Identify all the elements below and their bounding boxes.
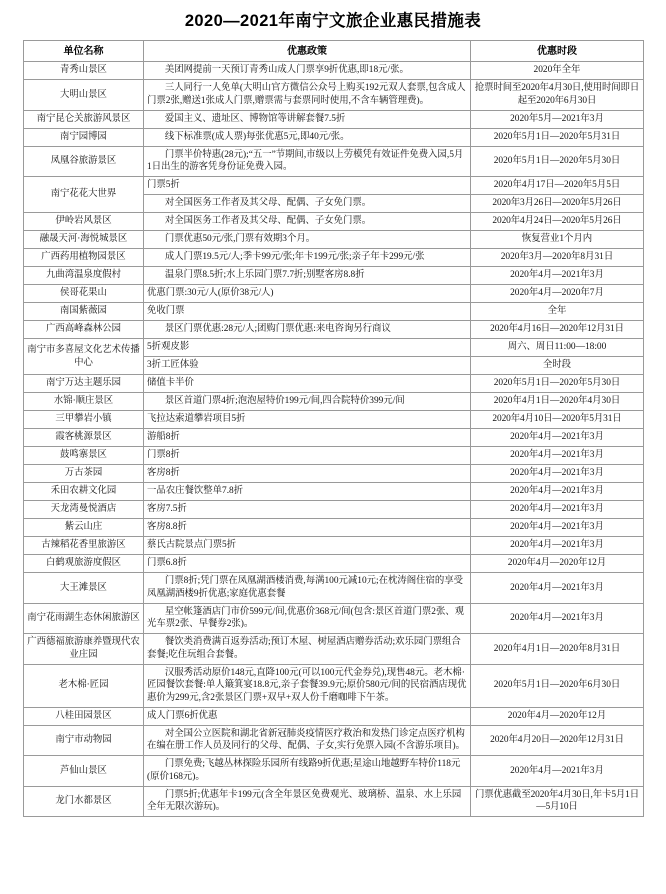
table-row xyxy=(24,231,644,249)
cell-unit-name: 大明山景区 xyxy=(24,80,144,111)
cell-period: 2020年4月—2021年3月 xyxy=(471,501,644,519)
cell-policy: 景区首道门票4折;泡泡屋特价199元/间,四合院特价399元/间 xyxy=(144,393,471,411)
cell-period: 2020年4月—2020年7月 xyxy=(471,285,644,303)
cell-period: 2020年4月—2021年3月 xyxy=(471,537,644,555)
cell-unit-name: 禾田农耕文化园 xyxy=(24,483,144,501)
cell-policy: 门票5折 xyxy=(144,177,471,195)
table-row xyxy=(24,285,644,303)
cell-period: 2020年4月—2020年12月 xyxy=(471,555,644,573)
cell-policy: 对全国医务工作者及其父母、配偶、子女免门票。 xyxy=(144,213,471,231)
table-row xyxy=(24,110,644,128)
table-row xyxy=(24,447,644,465)
cell-unit-name: 紫云山庄 xyxy=(24,519,144,537)
table-row xyxy=(24,707,644,725)
cell-unit-name: 伊岭岩风景区 xyxy=(24,213,144,231)
table-row xyxy=(24,146,644,177)
cell-policy: 门票半价特惠(28元);“五一”节期间,市级以上劳模凭有效证件免费入园,5月1日出生的游客凭身份证免费入园。 xyxy=(144,146,471,177)
table-row xyxy=(24,128,644,146)
cell-policy: 成人门票19.5元/人;季卡99元/张;年卡199元/张;亲子年卡299元/张 xyxy=(144,249,471,267)
cell-policy: 美团网提前一天预订青秀山成人门票享9折优惠,即18元/张。 xyxy=(144,62,471,80)
cell-period: 2020年4月—2021年3月 xyxy=(471,465,644,483)
cell-period: 2020年5月1日—2020年5月30日 xyxy=(471,375,644,393)
cell-unit-name: 老木棉·匠园 xyxy=(24,664,144,707)
cell-unit-name: 南宁花雨湖生态休闲旅游区 xyxy=(24,603,144,634)
cell-policy: 客房7.5折 xyxy=(144,501,471,519)
cell-policy: 飞拉达索道攀岩项目5折 xyxy=(144,411,471,429)
table-row xyxy=(24,321,644,339)
cell-period: 2020年4月20日—2020年12月31日 xyxy=(471,725,644,756)
table-row xyxy=(24,375,644,393)
table-row xyxy=(24,411,644,429)
cell-policy: 蔡氏古院景点门票5折 xyxy=(144,537,471,555)
table-row xyxy=(24,501,644,519)
cell-unit-name: 天龙湾曼悦酒店 xyxy=(24,501,144,519)
cell-unit-name: 大王滩景区 xyxy=(24,573,144,604)
cell-policy: 门票优惠50元/张,门票有效期3个月。 xyxy=(144,231,471,249)
cell-period: 2020年4月—2021年3月 xyxy=(471,447,644,465)
cell-unit-name: 南宁花花大世界 xyxy=(24,177,144,213)
cell-policy: 成人门票6折优惠 xyxy=(144,707,471,725)
cell-policy: 3折工匠体验 xyxy=(144,357,471,375)
cell-unit-name: 广西德福旅游康养暨现代农业庄园 xyxy=(24,634,144,665)
cell-period: 2020年4月17日—2020年5月5日 xyxy=(471,177,644,195)
cell-period: 全年 xyxy=(471,303,644,321)
cell-period: 恢复营业1个月内 xyxy=(471,231,644,249)
table-row xyxy=(24,519,644,537)
cell-policy: 5折观皮影 xyxy=(144,339,471,357)
cell-policy: 三人同行一人免单(大明山官方微信公众号上购买192元双人套票,包含成人门票2张,赠送1张成人门票,赠票需与套票同时使用,不含车辆管理费)。 xyxy=(144,80,471,111)
cell-policy: 对全国医务工作者及其父母、配偶、子女免门票。 xyxy=(144,195,471,213)
cell-period: 2020年5月1日—2020年6月30日 xyxy=(471,664,644,707)
cell-period: 2020年4月1日—2020年4月30日 xyxy=(471,393,644,411)
cell-unit-name: 龙门水都景区 xyxy=(24,786,144,817)
cell-policy: 储值卡半价 xyxy=(144,375,471,393)
cell-unit-name: 霞客桃源景区 xyxy=(24,429,144,447)
cell-policy: 优惠门票:30元/人(原价38元/人) xyxy=(144,285,471,303)
table-row xyxy=(24,80,644,111)
cell-unit-name: 侯哥花果山 xyxy=(24,285,144,303)
cell-period: 2020年5月1日—2020年5月31日 xyxy=(471,128,644,146)
cell-unit-name: 芦仙山景区 xyxy=(24,756,144,787)
table-row xyxy=(24,177,644,195)
cell-policy: 一品农庄餐饮整单7.8折 xyxy=(144,483,471,501)
table-row xyxy=(24,213,644,231)
table-row xyxy=(24,786,644,817)
table-row xyxy=(24,339,644,357)
cell-unit-name: 凤凰谷旅游景区 xyxy=(24,146,144,177)
cell-period: 2020年4月—2020年12月 xyxy=(471,707,644,725)
table-row xyxy=(24,537,644,555)
cell-policy: 对全国公立医院和湖北省新冠肺炎疫情医疗救治和发热门诊定点医疗机构在编在册工作人员及同行的父母、配偶、子女,实行免票入园(不含游乐项目)。 xyxy=(144,725,471,756)
cell-unit-name: 古辣稻花香里旅游区 xyxy=(24,537,144,555)
cell-unit-name: 南宁市多喜屋文化艺术传播中心 xyxy=(24,339,144,375)
cell-policy: 免收门票 xyxy=(144,303,471,321)
cell-period: 2020年4月16日—2020年12月31日 xyxy=(471,321,644,339)
cell-policy: 门票8折 xyxy=(144,447,471,465)
cell-policy: 客房8.8折 xyxy=(144,519,471,537)
cell-unit-name: 鼓鸣寨景区 xyxy=(24,447,144,465)
table-row xyxy=(24,62,644,80)
benefit-measures-table xyxy=(23,40,644,817)
table-row xyxy=(24,429,644,447)
cell-period: 门票优惠截至2020年4月30日,年卡5月1日—5月10日 xyxy=(471,786,644,817)
cell-policy: 温泉门票8.5折;水上乐园门票7.7折;别墅客房8.8折 xyxy=(144,267,471,285)
cell-period: 2020年3月26日—2020年5月26日 xyxy=(471,195,644,213)
cell-unit-name: 广西高峰森林公园 xyxy=(24,321,144,339)
cell-unit-name: 南宁市动物园 xyxy=(24,725,144,756)
cell-period: 2020年全年 xyxy=(471,62,644,80)
cell-unit-name: 八桂田园景区 xyxy=(24,707,144,725)
cell-period: 全时段 xyxy=(471,357,644,375)
cell-policy: 星空帐篷酒店门市价599元/间,优惠价368元/间(包含:景区首道门票2张、观光车票2张、早餐券2张)。 xyxy=(144,603,471,634)
column-header-unit: 单位名称 xyxy=(24,41,144,62)
cell-period: 2020年4月—2021年3月 xyxy=(471,483,644,501)
table-header xyxy=(24,41,644,62)
cell-period: 2020年4月—2021年3月 xyxy=(471,429,644,447)
cell-period: 2020年4月—2021年3月 xyxy=(471,573,644,604)
cell-period: 2020年4月—2021年3月 xyxy=(471,603,644,634)
cell-policy: 门票8折;凭门票在凤凰湖酒楼消费,每满100元减10元;在枕涛阁住宿的享受凤凰湖酒楼9折优惠;家庭优惠套餐 xyxy=(144,573,471,604)
cell-policy: 线下标准票(成人票)每张优惠5元,即40元/张。 xyxy=(144,128,471,146)
cell-policy: 门票6.8折 xyxy=(144,555,471,573)
column-header-period: 优惠时段 xyxy=(471,41,644,62)
cell-policy: 客房8折 xyxy=(144,465,471,483)
table-row xyxy=(24,303,644,321)
benefit-table-wrapper xyxy=(23,40,643,817)
cell-unit-name: 水锦·顺庄景区 xyxy=(24,393,144,411)
cell-period: 2020年4月—2021年3月 xyxy=(471,267,644,285)
cell-policy: 汉服秀活动原价148元,直降100元(可以100元代金券兑),现售48元。老木棉·匠园餐饮套餐:单人簸箕宴18.8元,亲子套餐39.9元;原价580元/间的民宿酒店现优惠价为299元,含2张景区门票+双早+双人份千磨咖啡下午茶。 xyxy=(144,664,471,707)
table-header-row xyxy=(24,41,644,62)
cell-unit-name: 南宁万达主题乐园 xyxy=(24,375,144,393)
cell-policy: 门票5折;优惠年卡199元(含全年景区免费观光、玻璃桥、温泉、水上乐园全年无限次游玩)。 xyxy=(144,786,471,817)
cell-period: 抢票时间至2020年4月30日,使用时间即日起至2020年6月30日 xyxy=(471,80,644,111)
cell-period: 2020年4月—2021年3月 xyxy=(471,519,644,537)
cell-period: 2020年5月—2021年3月 xyxy=(471,110,644,128)
table-row xyxy=(24,393,644,411)
cell-policy: 游船8折 xyxy=(144,429,471,447)
table-row xyxy=(24,603,644,634)
cell-policy: 餐饮类消费满百返券活动;预订木屋、树屋酒店赠券活动;欢乐园门票组合套餐;吃住玩组合套餐。 xyxy=(144,634,471,665)
cell-period: 周六、周日11:00—18:00 xyxy=(471,339,644,357)
table-row xyxy=(24,573,644,604)
table-row xyxy=(24,465,644,483)
cell-unit-name: 三甲攀岩小镇 xyxy=(24,411,144,429)
cell-period: 2020年3月—2020年8月31日 xyxy=(471,249,644,267)
page-title: 2020—2021年南宁文旅企业惠民措施表 xyxy=(184,12,482,30)
cell-policy: 门票免费;飞越丛林探险乐园所有线路9折优惠;星途山地越野车特价118元(原价168元)。 xyxy=(144,756,471,787)
cell-unit-name: 青秀山景区 xyxy=(24,62,144,80)
column-header-policy: 优惠政策 xyxy=(144,41,471,62)
cell-unit-name: 九曲湾温泉度假村 xyxy=(24,267,144,285)
table-row xyxy=(24,725,644,756)
cell-policy: 景区门票优惠:28元/人;团购门票优惠:来电咨询另行商议 xyxy=(144,321,471,339)
table-row xyxy=(24,249,644,267)
cell-period: 2020年4月1日—2020年8月31日 xyxy=(471,634,644,665)
cell-period: 2020年4月10日—2020年5月31日 xyxy=(471,411,644,429)
cell-policy: 爱国主义、遗址区、博物馆等讲解套餐7.5折 xyxy=(144,110,471,128)
cell-period: 2020年4月24日—2020年5月26日 xyxy=(471,213,644,231)
cell-period: 2020年4月—2021年3月 xyxy=(471,756,644,787)
table-row xyxy=(24,756,644,787)
cell-unit-name: 广西药用植物园景区 xyxy=(24,249,144,267)
table-row xyxy=(24,634,644,665)
table-body xyxy=(24,62,644,817)
cell-period: 2020年5月1日—2020年5月30日 xyxy=(471,146,644,177)
cell-unit-name: 万古茶园 xyxy=(24,465,144,483)
cell-unit-name: 南宁园博园 xyxy=(24,128,144,146)
table-row xyxy=(24,555,644,573)
cell-unit-name: 融晟天河·海悦城景区 xyxy=(24,231,144,249)
table-row xyxy=(24,267,644,285)
cell-unit-name: 白鹤观旅游度假区 xyxy=(24,555,144,573)
table-row xyxy=(24,664,644,707)
table-row xyxy=(24,483,644,501)
cell-unit-name: 南国紫薇园 xyxy=(24,303,144,321)
cell-unit-name: 南宁昆仑关旅游风景区 xyxy=(24,110,144,128)
